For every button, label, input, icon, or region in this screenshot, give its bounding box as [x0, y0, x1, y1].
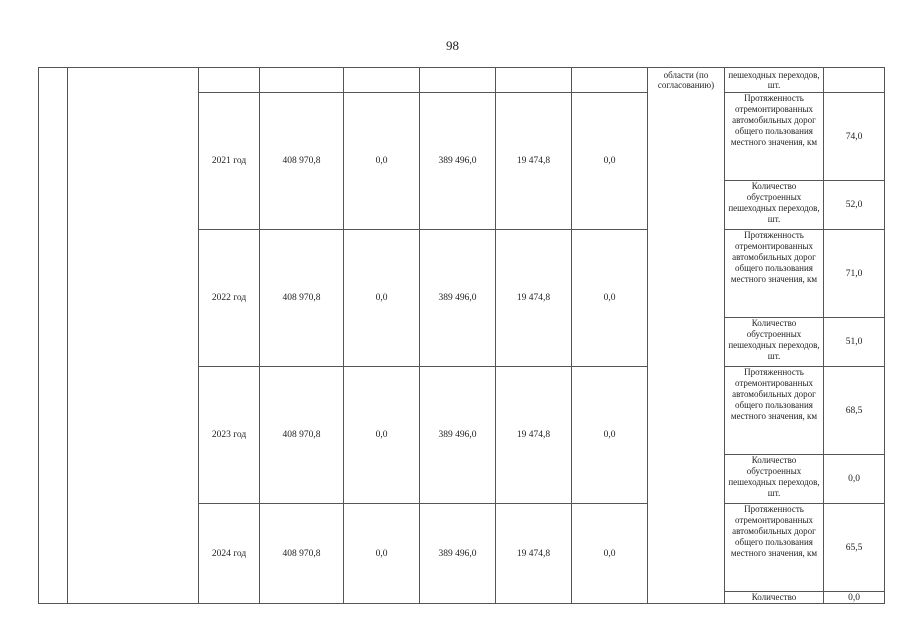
table-bottom-border — [38, 603, 885, 604]
municipal-cell: 19 474,8 — [516, 156, 551, 166]
indicator-cell: Протяженность отремонтированных автомобильных дорог общего пользования местного значения, км — [730, 367, 818, 421]
year-cell: 2024 год — [211, 548, 247, 559]
col-border — [884, 67, 885, 604]
indicator-value: 74,0 — [845, 131, 863, 142]
total-cell: 408 970,8 — [282, 156, 321, 166]
responsible-executor-fragment: области (по согласованию) — [657, 69, 715, 90]
other-cell: 0,0 — [603, 430, 616, 440]
federal-cell: 0,0 — [375, 156, 388, 166]
regional-cell: 389 496,0 — [438, 430, 477, 440]
col-border — [38, 67, 39, 604]
indicator-cell: Протяженность отремонтированных автомобильных дорог общего пользования местного значения, км — [730, 504, 818, 558]
indicator-value: 71,0 — [845, 268, 863, 279]
regional-cell: 389 496,0 — [438, 293, 477, 303]
col-border — [67, 67, 68, 604]
municipal-cell: 19 474,8 — [516, 548, 551, 559]
regional-cell: 389 496,0 — [438, 548, 477, 559]
federal-cell: 0,0 — [375, 293, 388, 303]
total-cell: 408 970,8 — [282, 293, 321, 303]
federal-cell: 0,0 — [375, 430, 388, 440]
indicator-cell: Количество обустроенных пешеходных переходов, шт. — [728, 181, 820, 224]
municipal-cell: 19 474,8 — [516, 430, 551, 440]
regional-cell: 389 496,0 — [438, 156, 477, 166]
indicator-value: 65,5 — [845, 542, 863, 553]
indicator-value: 0,0 — [848, 474, 860, 484]
other-cell: 0,0 — [603, 156, 616, 166]
indicator-cell: Протяженность отремонтированных автомобильных дорог общего пользования местного значения, км — [730, 93, 818, 147]
indicator-cell: Протяженность отремонтированных автомобильных дорог общего пользования местного значения, км — [730, 230, 818, 284]
federal-cell: 0,0 — [375, 548, 388, 559]
municipal-cell: 19 474,8 — [516, 293, 551, 303]
col-border — [647, 67, 648, 604]
indicator-value: 52,0 — [845, 200, 863, 210]
year-cell: 2022 год — [211, 293, 247, 303]
indicator-cell: Количество — [751, 592, 797, 602]
total-cell: 408 970,8 — [282, 430, 321, 440]
other-cell: 0,0 — [603, 548, 616, 559]
indicator-value: 51,0 — [845, 337, 863, 347]
indicator-cell: Количество обустроенных пешеходных переходов, шт. — [728, 318, 820, 361]
total-cell: 408 970,8 — [282, 548, 321, 559]
col-border — [724, 67, 725, 604]
page-number: 98 — [446, 38, 459, 53]
indicator-value: 0,0 — [848, 592, 860, 603]
indicator-cell: Количество обустроенных пешеходных переходов, шт. — [728, 455, 820, 498]
year-cell: 2023 год — [211, 430, 247, 440]
indicator-cell: пешеходных переходов, шт. — [728, 69, 820, 90]
other-cell: 0,0 — [603, 293, 616, 303]
year-cell: 2021 год — [211, 156, 247, 166]
indicator-value: 68,5 — [845, 405, 863, 416]
